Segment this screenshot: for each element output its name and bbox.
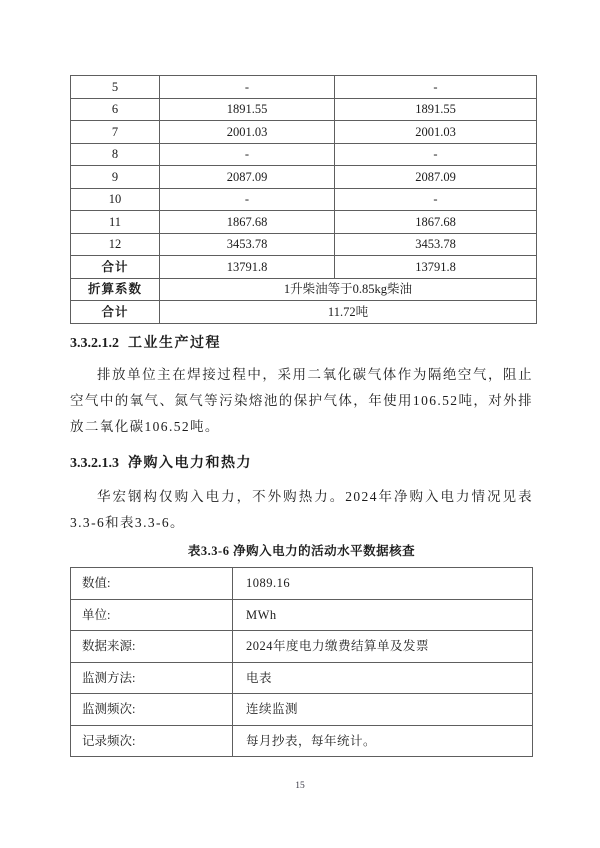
value-cell-1: - (160, 188, 335, 211)
value-cell-2: - (335, 76, 537, 99)
paragraph-industrial-process: 排放单位主在焊接过程中，采用二氧化碳气体作为隔绝空气，阻止空气中的氧气、氮气等污染熔池的保护气体，年使用106.52吨，对外排放二氧化碳106.52吨。 (70, 367, 533, 434)
field-label-cell: 单位: (71, 599, 233, 631)
table-row (71, 694, 533, 726)
field-label-cell: 监测方法: (71, 662, 233, 694)
grand-total-label-cell: 合计 (71, 301, 160, 324)
table-row (71, 725, 533, 757)
value-cell-2: 1867.68 (335, 211, 537, 234)
conversion-factor-label-cell: 折算系数 (71, 278, 160, 301)
row-label-cell: 10 (71, 188, 160, 211)
value-cell-2: 2001.03 (335, 121, 537, 144)
grand-total-value-cell: 11.72吨 (160, 301, 537, 324)
table-row (71, 143, 537, 166)
row-label-cell: 9 (71, 166, 160, 189)
conversion-factor-value-cell: 1升柴油等于0.85kg柴油 (160, 278, 537, 301)
value-cell-1: 2001.03 (160, 121, 335, 144)
table-row-grand-total (71, 301, 537, 324)
table-row (71, 166, 537, 189)
page-number: 15 (295, 781, 305, 791)
table-row-conversion-factor (71, 278, 537, 301)
value-cell-2: 1891.55 (335, 98, 537, 121)
row-label-cell: 7 (71, 121, 160, 144)
section-title: 工业生产过程 (128, 336, 221, 351)
table-row (71, 76, 537, 99)
table-row-total (71, 256, 537, 279)
section-heading-purchased-electricity (70, 452, 252, 472)
field-label-cell: 数值: (71, 568, 233, 600)
value-cell-2: 13791.8 (335, 256, 537, 279)
field-label-cell: 数据来源: (71, 631, 233, 663)
paragraph-purchased-electricity: 华宏钢构仅购入电力，不外购热力。2024年净购入电力情况见表3.3-6和表3.3-6。 (70, 489, 533, 530)
field-value-cell: 1089.16 (233, 568, 533, 600)
value-cell-2: - (335, 143, 537, 166)
table-row (71, 98, 537, 121)
table-row (71, 599, 533, 631)
section-number: 3.3.2.1.2 (70, 336, 119, 351)
field-label-cell: 记录频次: (71, 725, 233, 757)
table-row (71, 568, 533, 600)
field-value-cell: 2024年度电力缴费结算单及发票 (233, 631, 533, 663)
value-cell-1: 1867.68 (160, 211, 335, 234)
row-label-cell: 5 (71, 76, 160, 99)
value-cell-1: 1891.55 (160, 98, 335, 121)
value-cell-2: - (335, 188, 537, 211)
table-row (71, 233, 537, 256)
table-caption: 表3.3-6 净购入电力的活动水平数据核查 (187, 544, 416, 558)
row-label-cell: 6 (71, 98, 160, 121)
table-row (71, 211, 537, 234)
value-cell-1: 13791.8 (160, 256, 335, 279)
row-label-cell: 11 (71, 211, 160, 234)
value-cell-2: 3453.78 (335, 233, 537, 256)
value-cell-1: - (160, 143, 335, 166)
table-row (71, 662, 533, 694)
value-cell-2: 2087.09 (335, 166, 537, 189)
section-number: 3.3.2.1.3 (70, 456, 119, 471)
section-heading-industrial-process (70, 332, 221, 352)
electricity-data-table (70, 567, 533, 757)
table-row (71, 631, 533, 663)
field-value-cell: 每月抄表，每年统计。 (233, 725, 533, 757)
table-row (71, 121, 537, 144)
value-cell-1: 2087.09 (160, 166, 335, 189)
field-value-cell: 电表 (233, 662, 533, 694)
value-cell-1: - (160, 76, 335, 99)
row-label-cell: 8 (71, 143, 160, 166)
total-label-cell: 合计 (71, 256, 160, 279)
row-label-cell: 12 (71, 233, 160, 256)
value-cell-1: 3453.78 (160, 233, 335, 256)
field-value-cell: 连续监测 (233, 694, 533, 726)
field-label-cell: 监测频次: (71, 694, 233, 726)
section-title: 净购入电力和热力 (128, 456, 252, 471)
diesel-consumption-table (70, 75, 537, 324)
field-value-cell: MWh (233, 599, 533, 631)
table-row (71, 188, 537, 211)
